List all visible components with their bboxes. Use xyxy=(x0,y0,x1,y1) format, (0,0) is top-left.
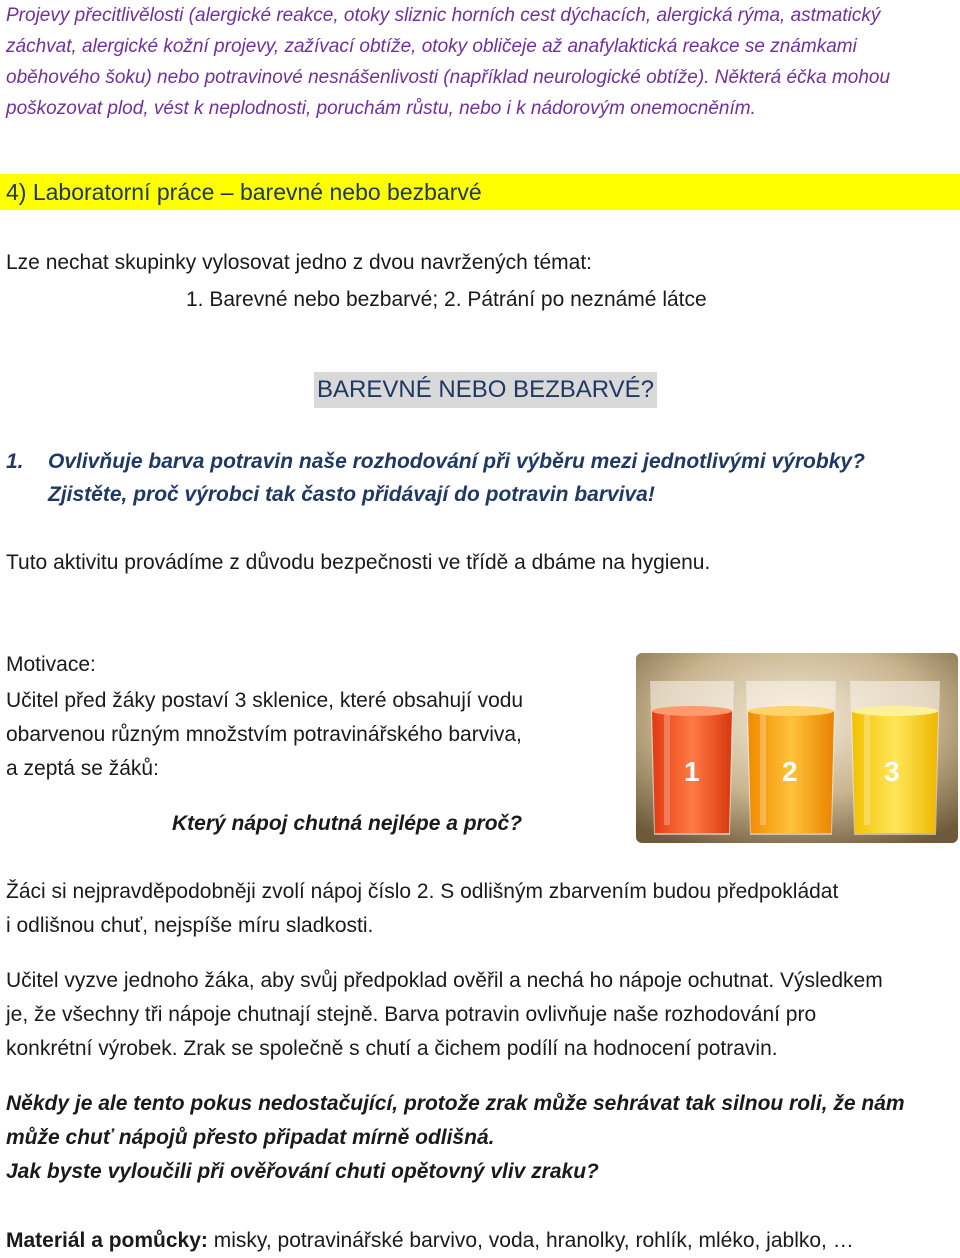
bold-paragraph-line: Jak byste vyloučili při ověřování chuti opětovný vliv zraku? xyxy=(6,1160,599,1183)
intro-line: Projevy přecitlivělosti (alergické reakce, otoky sliznic horních cest dýchacích, alergická rýma, astmatický xyxy=(6,5,881,26)
glass-label: 1 xyxy=(684,756,700,787)
safety-note: Tuto aktivitu provádíme z důvodu bezpečnosti ve třídě a dbáme na hygienu. xyxy=(6,551,711,574)
motivation-label: Motivace: xyxy=(6,653,96,676)
motivation-line: obarvenou různým množstvím potravinářského barviva, xyxy=(6,723,522,746)
intro-line: oběhového šoku) nebo potravinové nesnášenlivosti (například neurologické obtíže). Některá éčka mohou xyxy=(6,67,891,88)
glass-label: 2 xyxy=(782,756,798,787)
question-line: Ovlivňuje barva potravin naše rozhodování při výběru mezi jednotlivými výrobky? xyxy=(48,450,865,473)
glasses-photo xyxy=(636,653,958,843)
paragraph-line: Žáci si nejpravděpodobněji zvolí nápoj číslo 2. S odlišným zbarvením budou předpokládat xyxy=(6,880,839,903)
glass-label: 3 xyxy=(884,756,900,787)
materials-line xyxy=(6,1224,854,1258)
question-number: 1. xyxy=(6,450,24,473)
paragraph-line: je, že všechny tři nápoje chutnají stejně. Barva potravin ovlivňuje naše rozhodování pro xyxy=(6,1003,817,1026)
topics-intro: Lze nechat skupinky vylosovat jedno z dvou navržených témat: xyxy=(6,251,592,274)
question-line: Zjistěte, proč výrobci tak často přidávají do potravin barviva! xyxy=(48,483,655,506)
motivation-line: a zeptá se žáků: xyxy=(6,757,159,780)
materials-text: misky, potravinářské barvivo, voda, hranolky, rohlík, mléko, jablko, … xyxy=(207,1229,854,1252)
intro-line: záchvat, alergické kožní projevy, zažívací obtíže, otoky obličeje až anafylaktická reakce se známkami xyxy=(6,36,857,57)
paragraph-line: konkrétní výrobek. Zrak se společně s chutí a čichem podílí na hodnocení potravin. xyxy=(6,1037,778,1060)
topics-list: 1. Barevné nebo bezbarvé; 2. Pátrání po neznámé látce xyxy=(186,288,707,311)
paragraph-line: Učitel vyzve jednoho žáka, aby svůj předpoklad ověřil a nechá ho nápoje ochutnat. Výsledkem xyxy=(6,969,883,992)
intro-line: poškozovat plod, vést k neplodnosti, poruchám růstu, nebo i k nádorovým onemocněním. xyxy=(6,98,756,119)
bold-paragraph-line: může chuť nápojů přesto připadat mírně odlišná. xyxy=(6,1126,495,1149)
bold-paragraph-line: Někdy je ale tento pokus nedostačující, protože zrak může sehrávat tak silnou roli, že nám xyxy=(6,1092,905,1115)
motivation-line: Učitel před žáky postaví 3 sklenice, které obsahují vodu xyxy=(6,689,524,712)
motivation-question: Který nápoj chutná nejlépe a proč? xyxy=(172,812,523,835)
materials-label: Materiál a pomůcky: xyxy=(6,1229,208,1252)
paragraph-line: i odlišnou chuť, nejspíše míru sladkosti. xyxy=(6,914,374,937)
activity-title: BAREVNÉ NEBO BEZBARVÉ? xyxy=(314,372,657,408)
section-heading: 4) Laboratorní práce – barevné nebo bezbarvé xyxy=(0,174,960,210)
